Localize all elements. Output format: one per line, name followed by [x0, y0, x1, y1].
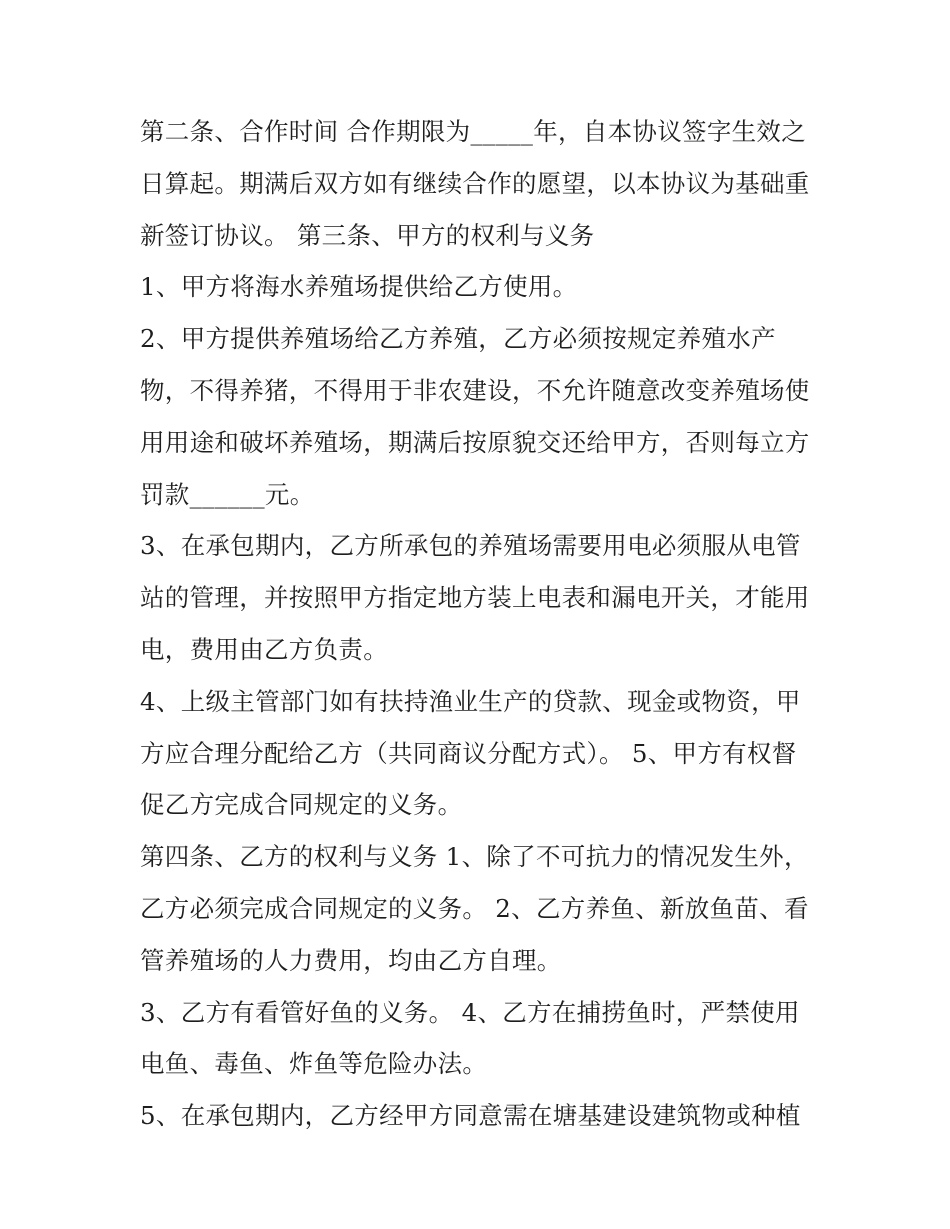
paragraph-item-3-b: 3、乙方有看管好鱼的义务。 4、乙方在捕捞鱼时，严禁使用电鱼、毒鱼、炸鱼等危险办法。: [140, 997, 800, 1079]
paragraph-item-4: 4、上级主管部门如有扶持渔业生产的贷款、现金或物资，甲方应合理分配给乙方（共同商议分配方式）。 5、甲方有权督促乙方完成合同规定的义务。: [140, 686, 801, 820]
paragraph-item-3: 3、在承包期内，乙方所承包的养殖场需要用电必须服从电管站的管理，并按照甲方指定地方装上电表和漏电开关，才能用电，费用由乙方负责。: [140, 531, 810, 664]
paragraph-item-2: 2、甲方提供养殖场给乙方养殖，乙方必须按规定养殖水产物，不得养猪，不得用于非农建设，不允许随意改变养殖场使用用途和破坏养殖场，期满后按原貌交还给甲方，否则每立方罚款______元。: [140, 324, 810, 509]
paragraph-article-4: 第四条、乙方的权利与义务 1、除了不可抗力的情况发生外，乙方必须完成合同规定的义务。 2、乙方养鱼、新放鱼苗、看管养殖场的人力费用，均由乙方自理。: [140, 842, 809, 975]
document-body: [140, 106, 820, 1142]
paragraph-item-5: 5、在承包期内，乙方经甲方同意需在塘基建设建筑物或种植: [140, 1101, 801, 1131]
paragraph-article-2: 第二条、合作时间 合作期限为_____年，自本协议签字生效之日算起。期满后双方如有继续合作的愿望，以本协议为基础重新签订协议。 第三条、甲方的权利与义务: [140, 117, 810, 250]
paragraph-item-1: 1、甲方将海水养殖场提供给乙方使用。: [140, 272, 578, 302]
